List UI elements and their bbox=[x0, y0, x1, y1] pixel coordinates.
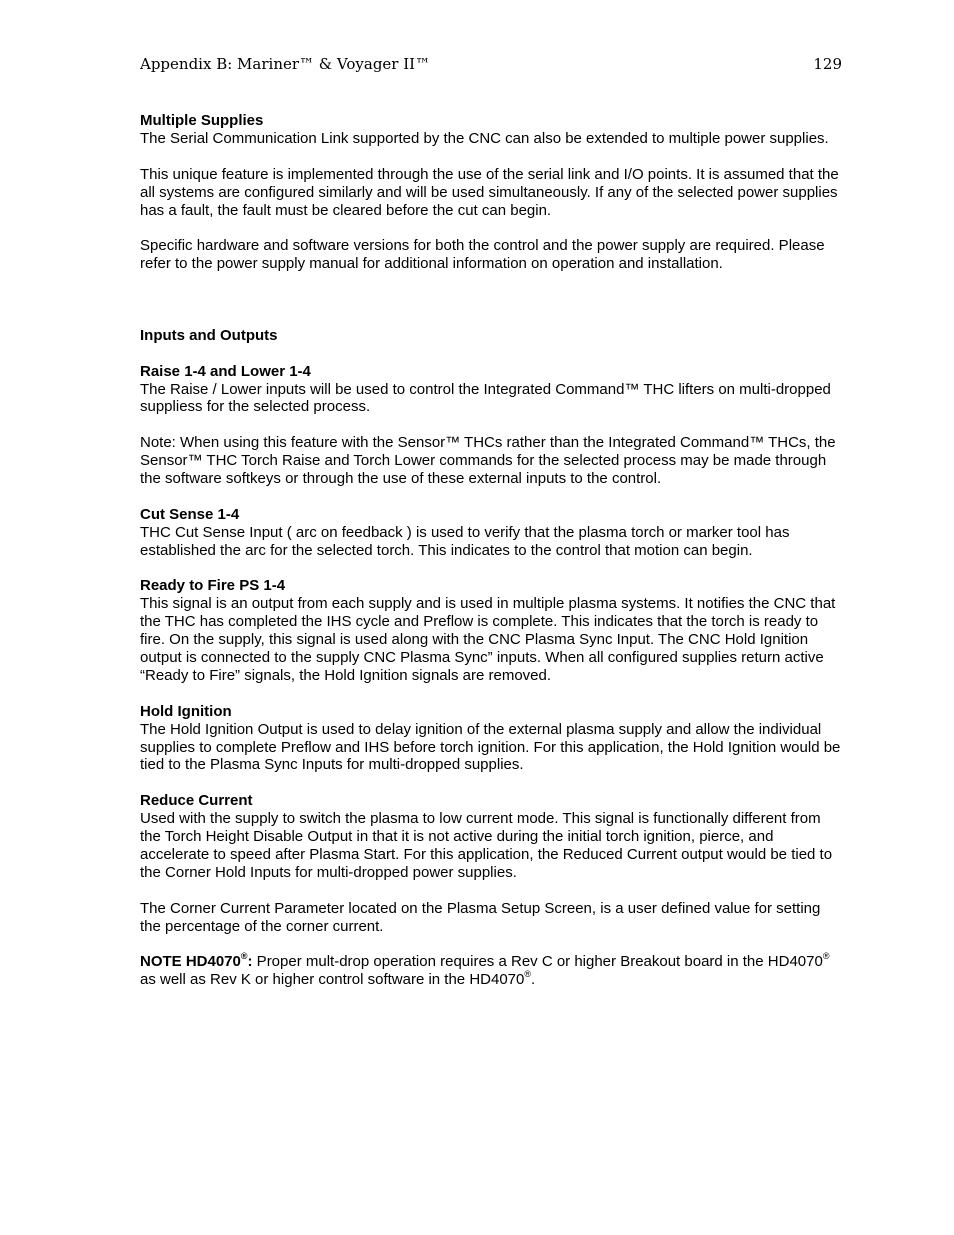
paragraph: Note: When using this feature with the Sensor™ THCs rather than the Integrated Command™ THCs, the Sensor™ THC Torch Raise and Torch Lower commands for the selected process may be made through the software softkeys or through the use of these external inputs to the control. bbox=[140, 434, 836, 488]
registered-mark: ® bbox=[822, 951, 830, 962]
registered-mark: ® bbox=[240, 951, 248, 962]
note-label: NOTE HD4070®: bbox=[140, 951, 253, 971]
paragraph: The Corner Current Parameter located on the Plasma Setup Screen, is a user defined value for setting the percentage of the corner current. bbox=[140, 899, 821, 935]
paragraph: This signal is an output from each supply and is used in multiple plasma systems. It notifies the CNC that the THC has completed the IHS cycle and Preflow is complete. This indicates that the torch is ready to fire. On the supply, this signal is used along with the CNC Plasma Sync Input. The CNC Hold Ignition output is connected to the supply CNC Plasma Sync” inputs. When all configured supplies return active “Ready to Fire” signals, the Hold Ignition signals are removed. bbox=[140, 595, 836, 684]
subheading-ready-to-fire: Ready to Fire PS 1-4 bbox=[140, 577, 286, 595]
section-heading-inputs-outputs: Inputs and Outputs bbox=[140, 326, 278, 344]
document-body bbox=[140, 112, 845, 989]
paragraph: THC Cut Sense Input ( arc on feedback ) is used to verify that the plasma torch or marker tool has established the arc for the selected torch. This indicates to the control that motion can begin. bbox=[140, 523, 790, 559]
paragraph: The Raise / Lower inputs will be used to control the Integrated Command™ THC lifters on multi-dropped suppliess for the selected process. bbox=[140, 380, 831, 416]
page-header bbox=[140, 55, 842, 77]
subheading-cut-sense: Cut Sense 1-4 bbox=[140, 505, 240, 523]
subheading-hold-ignition: Hold Ignition bbox=[140, 702, 232, 720]
subheading-reduce-current: Reduce Current bbox=[140, 792, 253, 810]
paragraph: Used with the supply to switch the plasma to low current mode. This signal is functionally different from the Torch Height Disable Output in that it is not active during the initial torch ignition, pierce, and accelerate to speed after Plasma Start. For this application, the Reduced Current output would be tied to the Corner Hold Inputs for multi-dropped power supplies. bbox=[140, 810, 833, 881]
paragraph: The Serial Communication Link supported by the CNC can also be extended to multiple power supplies. bbox=[140, 129, 829, 147]
registered-mark: ® bbox=[524, 969, 531, 980]
header-title: Appendix B: Mariner™ & Voyager II™ bbox=[140, 55, 431, 73]
note-hd4070: NOTE HD4070®: Proper mult-drop operation requires a Rev C or higher Breakout board in the HD4070® as well as Rev K or higher control software in the HD4070®. bbox=[140, 951, 830, 989]
subheading-raise-lower: Raise 1-4 and Lower 1-4 bbox=[140, 362, 311, 380]
page-number: 129 bbox=[813, 55, 842, 73]
paragraph: Specific hardware and software versions for both the control and the power supply are required. Please refer to the power supply manual for additional information on operation and installation. bbox=[140, 237, 825, 273]
note-text: Proper mult-drop operation requires a Rev C or higher Breakout board in the HD4070 bbox=[252, 953, 823, 971]
note-text: as well as Rev K or higher control software in the HD4070 bbox=[140, 971, 525, 989]
paragraph: This unique feature is implemented through the use of the serial link and I/O points. It is assumed that the all systems are configured similarly and will be used simultaneously. If any of the selected power supplies has a fault, the fault must be cleared before the cut can begin. bbox=[140, 165, 839, 219]
paragraph: The Hold Ignition Output is used to delay ignition of the external plasma supply and allow the individual supplies to complete Preflow and IHS before torch ignition. For this application, the Hold Ignition would be tied to the Plasma Sync Inputs for multi-dropped supplies. bbox=[140, 720, 841, 774]
section-heading-multiple-supplies: Multiple Supplies bbox=[140, 112, 264, 129]
